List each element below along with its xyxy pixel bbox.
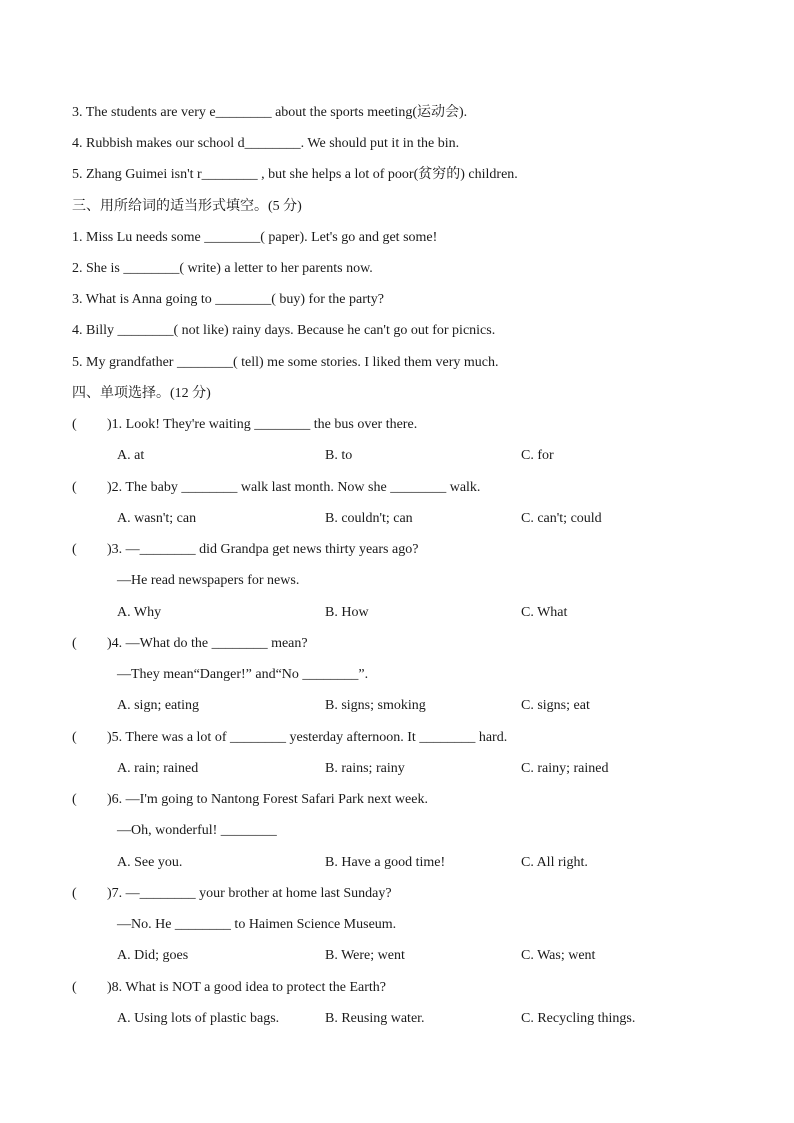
option-a: A. sign; eating xyxy=(117,698,200,713)
part2-item-4: 4. Rubbish makes our school d________. We should put it in the bin. xyxy=(72,136,460,151)
option-c: C. Recycling things. xyxy=(521,1011,636,1026)
question-stem: )1. Look! They're waiting ________ the bus over there. xyxy=(107,417,418,432)
option-c: C. for xyxy=(521,448,554,463)
answer-paren[interactable]: ( xyxy=(72,730,77,745)
option-c: C. Was; went xyxy=(521,948,596,963)
answer-paren[interactable]: ( xyxy=(72,886,77,901)
part3-item-4: 4. Billy ________( not like) rainy days. Because he can't go out for picnics. xyxy=(72,323,496,338)
option-b: B. Were; went xyxy=(325,948,405,963)
question-stem: )3. —________ did Grandpa get news thirty years ago? xyxy=(107,542,419,557)
part3-item-3: 3. What is Anna going to ________( buy) for the party? xyxy=(72,292,384,307)
section-title-part3: 三、用所给词的适当形式填空。(5 分) xyxy=(72,199,302,214)
part3-item-2: 2. She is ________( write) a letter to her parents now. xyxy=(72,261,373,276)
option-b: B. Have a good time! xyxy=(325,855,446,870)
option-b: B. signs; smoking xyxy=(325,698,426,713)
option-c: C. rainy; rained xyxy=(521,761,609,776)
option-a: A. rain; rained xyxy=(117,761,199,776)
option-b: B. couldn't; can xyxy=(325,511,413,526)
question-stem: )8. What is NOT a good idea to protect the Earth? xyxy=(107,980,387,995)
question-stem: )4. —What do the ________ mean? xyxy=(107,636,308,651)
option-a: A. Using lots of plastic bags. xyxy=(117,1011,280,1026)
option-a: A. at xyxy=(117,448,145,463)
answer-paren[interactable]: ( xyxy=(72,417,77,432)
question-stem: )2. The baby ________ walk last month. Now she ________ walk. xyxy=(107,480,481,495)
question-stem: )7. —________ your brother at home last Sunday? xyxy=(107,886,392,901)
option-a: A. Why xyxy=(117,605,162,620)
answer-paren[interactable]: ( xyxy=(72,792,77,807)
part2-item-3: 3. The students are very e________ about the sports meeting(运动会). xyxy=(72,105,468,120)
option-c: C. What xyxy=(521,605,568,620)
question-dialogue-reply: —They mean“Danger!” and“No ________”. xyxy=(117,667,369,682)
part2-item-5: 5. Zhang Guimei isn't r________ , but she helps a lot of poor(贫穷的) children. xyxy=(72,167,518,182)
option-c: C. can't; could xyxy=(521,511,602,526)
question-stem: )6. —I'm going to Nantong Forest Safari Park next week. xyxy=(107,792,428,807)
answer-paren[interactable]: ( xyxy=(72,636,77,651)
option-a: A. See you. xyxy=(117,855,183,870)
option-a: A. wasn't; can xyxy=(117,511,197,526)
question-dialogue-reply: —No. He ________ to Haimen Science Museum. xyxy=(117,917,397,932)
option-b: B. to xyxy=(325,448,353,463)
part3-item-5: 5. My grandfather ________( tell) me some stories. I liked them very much. xyxy=(72,355,499,370)
answer-paren[interactable]: ( xyxy=(72,980,77,995)
option-c: C. All right. xyxy=(521,855,588,870)
option-a: A. Did; goes xyxy=(117,948,189,963)
section-title-part4: 四、单项选择。(12 分) xyxy=(72,386,211,401)
option-c: C. signs; eat xyxy=(521,698,590,713)
part3-item-1: 1. Miss Lu needs some ________( paper). Let's go and get some! xyxy=(72,230,438,245)
option-b: B. Reusing water. xyxy=(325,1011,425,1026)
question-stem: )5. There was a lot of ________ yesterday afternoon. It ________ hard. xyxy=(107,730,508,745)
option-b: B. rains; rainy xyxy=(325,761,405,776)
answer-paren[interactable]: ( xyxy=(72,480,77,495)
question-dialogue-reply: —He read newspapers for news. xyxy=(117,573,300,588)
answer-paren[interactable]: ( xyxy=(72,542,77,557)
question-dialogue-reply: —Oh, wonderful! ________ xyxy=(117,823,277,838)
option-b: B. How xyxy=(325,605,369,620)
